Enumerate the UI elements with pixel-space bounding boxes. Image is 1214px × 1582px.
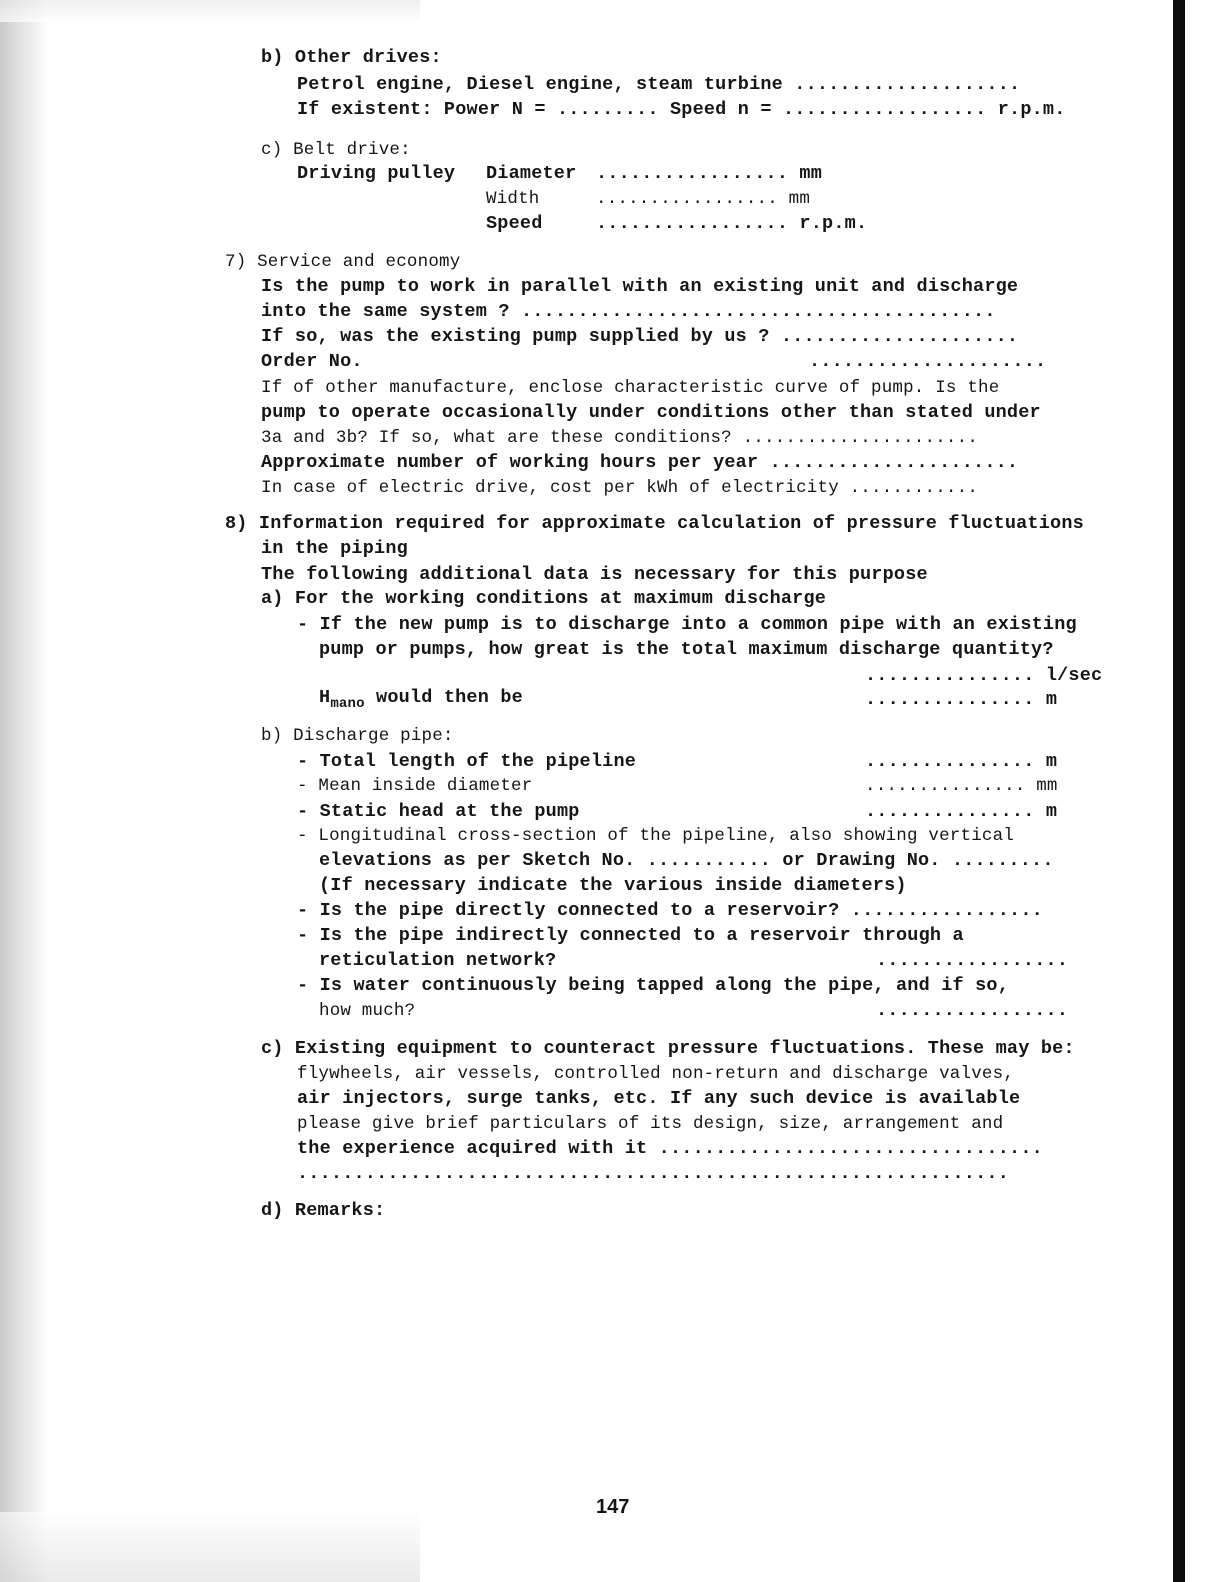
section-7-heading: 7) Service and economy: [225, 252, 461, 272]
hmano-text: would then be: [364, 687, 523, 708]
hmano-symbol: H: [319, 687, 331, 708]
section-7-order-field: .....................: [809, 351, 1047, 372]
section-8b-heading: b) Discharge pipe:: [261, 726, 454, 746]
belt-drive-width-label: Width: [486, 189, 540, 209]
section-7-line-8: Approximate number of working hours per year ......................: [261, 452, 1019, 473]
section-8d-remarks: d) Remarks:: [261, 1200, 386, 1221]
section-7-order-label: Order No.: [261, 351, 363, 372]
belt-drive-diameter-field: ................. mm: [596, 163, 823, 184]
belt-drive-speed-field: ................. r.p.m.: [596, 213, 868, 234]
section-8b-cross-section-line: - Longitudinal cross-section of the pipeline, also showing vertical: [297, 826, 1015, 846]
section-8b-indirect-reservoir: - Is the pipe indirectly connected to a reservoir through a: [297, 925, 964, 946]
section-8b-how-much-label: how much?: [319, 1001, 416, 1021]
other-drives-line-power-speed: If existent: Power N = ......... Speed n = .................. r.p.m.: [297, 99, 1066, 120]
belt-drive-diameter-label: Diameter: [486, 163, 577, 184]
section-7-line-2: into the same system ? ..........................................: [261, 301, 996, 322]
section-8b-reticulation-label: reticulation network?: [319, 950, 557, 971]
scan-shadow-bottom: [0, 1512, 420, 1582]
section-8c-line-1: c) Existing equipment to counteract pressure fluctuations. These may be:: [261, 1038, 1075, 1059]
belt-drive-heading: c) Belt drive:: [261, 140, 411, 160]
hmano-line: [319, 686, 523, 711]
section-7-line-3: If so, was the existing pump supplied by us ? .....................: [261, 326, 1019, 347]
scan-shadow-top: [0, 0, 420, 22]
belt-drive-pulley-label: Driving pulley: [297, 163, 456, 184]
section-8b-length-label: - Total length of the pipeline: [297, 751, 637, 772]
section-8b-reticulation-field: .................: [876, 950, 1069, 971]
belt-drive-speed-label: Speed: [486, 213, 543, 234]
section-8b-diameter-label: - Mean inside diameter: [297, 776, 533, 796]
section-8a-line-2: pump or pumps, how great is the total maximum discharge quantity?: [319, 639, 1054, 660]
section-8a-quantity-field: ............... l/sec: [865, 665, 1103, 686]
section-8b-length-field: ............... m: [865, 751, 1058, 772]
other-drives-line-engines: Petrol engine, Diesel engine, steam turbine ....................: [297, 74, 1021, 95]
hmano-subscript: mano: [330, 696, 365, 712]
section-8-heading: 8) Information required for approximate calculation of pressure fluctuations: [225, 513, 1084, 534]
section-8a-line-1: - If the new pump is to discharge into a common pipe with an existing: [297, 614, 1077, 635]
section-8c-line-6: ...............................................................: [297, 1163, 1010, 1184]
section-8b-diameters-note: (If necessary indicate the various inside diameters): [319, 875, 907, 896]
page-number: 147: [596, 1496, 630, 1518]
section-8b-tapping-line: - Is water continuously being tapped along the pipe, and if so,: [297, 975, 1010, 996]
section-8b-sketch-drawing-line: elevations as per Sketch No. ........... or Drawing No. .........: [319, 850, 1054, 871]
section-8-intro: The following additional data is necessary for this purpose: [261, 564, 928, 585]
other-drives-heading: b) Other drives:: [261, 47, 442, 68]
section-7-line-5: If of other manufacture, enclose characteristic curve of pump. Is the: [261, 378, 1000, 398]
hmano-field: ............... m: [865, 689, 1058, 710]
section-7-line-1: Is the pump to work in parallel with an existing unit and discharge: [261, 276, 1019, 297]
section-7-line-7: 3a and 3b? If so, what are these conditions? ......................: [261, 428, 979, 448]
section-8c-line-2: flywheels, air vessels, controlled non-return and discharge valves,: [297, 1064, 1015, 1084]
section-8b-diameter-field: ............... mm: [865, 776, 1058, 796]
section-8c-line-5: the experience acquired with it ..................................: [297, 1138, 1043, 1159]
scan-shadow-left: [0, 0, 48, 1582]
section-8b-how-much-field: .................: [876, 1000, 1069, 1021]
section-8-heading-cont: in the piping: [261, 538, 408, 559]
section-8b-static-head-field: ............... m: [865, 801, 1058, 822]
section-8b-direct-reservoir: - Is the pipe directly connected to a reservoir? .................: [297, 900, 1043, 921]
section-8b-static-head-label: - Static head at the pump: [297, 801, 580, 822]
section-7-line-9: In case of electric drive, cost per kWh of electricity ............: [261, 478, 979, 498]
section-7-line-6: pump to operate occasionally under conditions other than stated under: [261, 402, 1041, 423]
section-8c-line-4: please give brief particulars of its design, size, arrangement and: [297, 1114, 1004, 1134]
section-8a-heading: a) For the working conditions at maximum discharge: [261, 588, 827, 609]
scan-border-right: [1173, 0, 1185, 1582]
section-8c-line-3: air injectors, surge tanks, etc. If any such device is available: [297, 1088, 1021, 1109]
belt-drive-width-field: ................. mm: [596, 189, 811, 209]
